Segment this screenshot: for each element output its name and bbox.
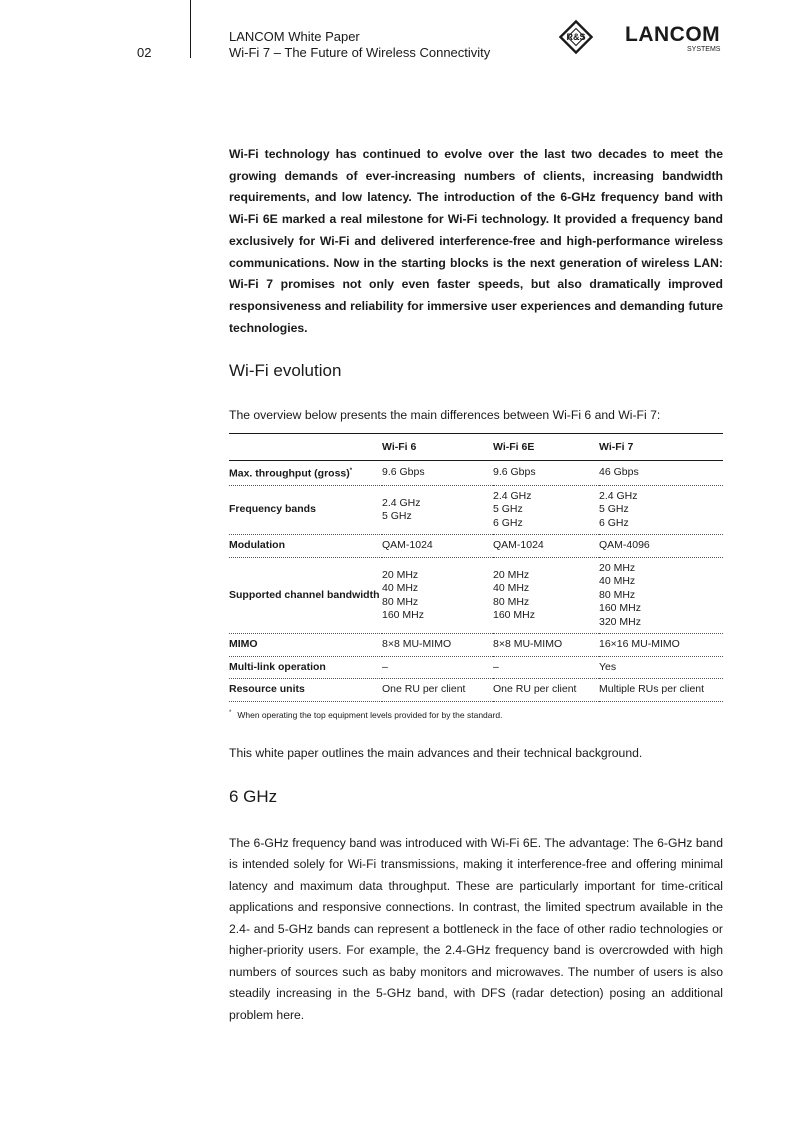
page-number: 02 <box>137 45 152 60</box>
table-cell: One RU per client <box>382 679 493 702</box>
summary-paragraph: This white paper outlines the main advances and their technical background. <box>229 745 643 760</box>
intro-paragraph: Wi-Fi technology has continued to evolve over the last two decades to meet the growing demands of ever-increasing numbers of clients, increasing bandwidth requirements, and low latency. The introduction of the 6-GHz frequency band with Wi-Fi 6E marked a real milestone for Wi-Fi technology. It provided a frequency band exclusively for Wi-Fi and delivered interference-free and high-performance wireless communications. Now in the starting blocks is the next generation of wireless LAN: Wi-Fi 7 promises not only even faster speeds, but also dramatically improved responsiveness and reliability for immersive user experiences and demanding future technologies. <box>229 147 723 335</box>
table-cell: QAM-4096 <box>599 535 723 558</box>
table-header-wifi6: Wi-Fi 6 <box>382 434 493 461</box>
table-cell: QAM-1024 <box>493 535 599 558</box>
table-cell: – <box>382 656 493 679</box>
header-line-1: LANCOM White Paper <box>229 29 360 44</box>
section-heading-6ghz: 6 GHz <box>229 786 278 806</box>
logo-subtitle: SYSTEMS <box>687 46 721 53</box>
table-cell: 8×8 MU-MIMO <box>493 634 599 657</box>
table-cell: – <box>493 656 599 679</box>
table-row <box>229 535 723 558</box>
table-row <box>229 634 723 657</box>
table-cell: 20 MHz 40 MHz 80 MHz 160 MHz 320 MHz <box>599 557 723 634</box>
table-header-empty <box>229 434 382 461</box>
table-cell: Multiple RUs per client <box>599 679 723 702</box>
row-label-text: MIMO <box>229 638 258 651</box>
logo-wordmark: LANCOM <box>625 23 721 46</box>
table-row-label <box>229 535 382 558</box>
table-cell: QAM-1024 <box>382 535 493 558</box>
table-row <box>229 656 723 679</box>
table-cell: 16×16 MU-MIMO <box>599 634 723 657</box>
section-heading-wifi-evolution: Wi-Fi evolution <box>229 361 342 381</box>
6ghz-paragraph: The 6-GHz frequency band was introduced with Wi-Fi 6E. The advantage: The 6-GHz band is intended solely for Wi-Fi transmissions, making it interference-free and offering minimal latency and maximum data throughput. These are particularly important for time-critical applications and responsive connections. In contrast, the limited spectrum available in the 2.4- and 5-GHz bands can represent a bottleneck in the face of other radio technologies or higher-priority users. For example, the 2.4-GHz frequency band is overcrowded with high numbers of sources such as baby monitors and microwaves. The number of users is also steadily increasing in the 5-GHz band, with DFS (radar detection) posing an additional problem here. <box>229 835 723 1022</box>
table-header-wifi6e: Wi-Fi 6E <box>493 434 599 461</box>
table-cell: 8×8 MU-MIMO <box>382 634 493 657</box>
table-cell: 9.6 Gbps <box>382 460 493 485</box>
row-label-text: Multi-link operation <box>229 660 326 673</box>
table-cell: 9.6 Gbps <box>493 460 599 485</box>
table-cell: 2.4 GHz 5 GHz 6 GHz <box>599 485 723 535</box>
table-footnote <box>229 708 723 721</box>
table-row-label <box>229 557 382 634</box>
table-row-label <box>229 656 382 679</box>
header-line-2: Wi-Fi 7 – The Future of Wireless Connectivity <box>229 45 491 60</box>
table-cell: 20 MHz 40 MHz 80 MHz 160 MHz <box>382 557 493 634</box>
lancom-logo <box>558 19 728 59</box>
rs-logo-letters: R&S <box>566 32 586 42</box>
running-header <box>229 29 490 61</box>
row-label-text: Frequency bands <box>229 503 316 516</box>
table-cell: 2.4 GHz 5 GHz <box>382 485 493 535</box>
main-content <box>229 144 723 1026</box>
table-row-label <box>229 679 382 702</box>
row-label-text: Max. throughput (gross) <box>229 467 350 480</box>
table-cell: One RU per client <box>493 679 599 702</box>
table-cell: 2.4 GHz 5 GHz 6 GHz <box>493 485 599 535</box>
comparison-table <box>229 433 723 702</box>
table-header-row <box>229 434 723 461</box>
table-row <box>229 557 723 634</box>
table-cell: Yes <box>599 656 723 679</box>
rs-logo-mark <box>558 19 594 55</box>
row-label-text: Resource units <box>229 683 305 696</box>
table-header-wifi7: Wi-Fi 7 <box>599 434 723 461</box>
table-row-label <box>229 460 382 485</box>
footnote-text: When operating the top equipment levels provided for by the standard. <box>237 709 503 720</box>
row-label-text: Modulation <box>229 539 285 552</box>
table-row-label <box>229 634 382 657</box>
footnote-reference: * <box>349 467 353 474</box>
table-body <box>229 460 723 701</box>
table-cell: 20 MHz 40 MHz 80 MHz 160 MHz <box>493 557 599 634</box>
table-row-label <box>229 485 382 535</box>
table-lead-text: The overview below presents the main differences between Wi-Fi 6 and Wi-Fi 7: <box>229 408 661 423</box>
table-row <box>229 485 723 535</box>
table-row <box>229 679 723 702</box>
table-row <box>229 460 723 485</box>
header-divider <box>190 0 191 58</box>
row-label-text: Supported channel bandwidth <box>229 588 380 601</box>
footnote-mark: * <box>229 709 232 716</box>
table-cell: 46 Gbps <box>599 460 723 485</box>
